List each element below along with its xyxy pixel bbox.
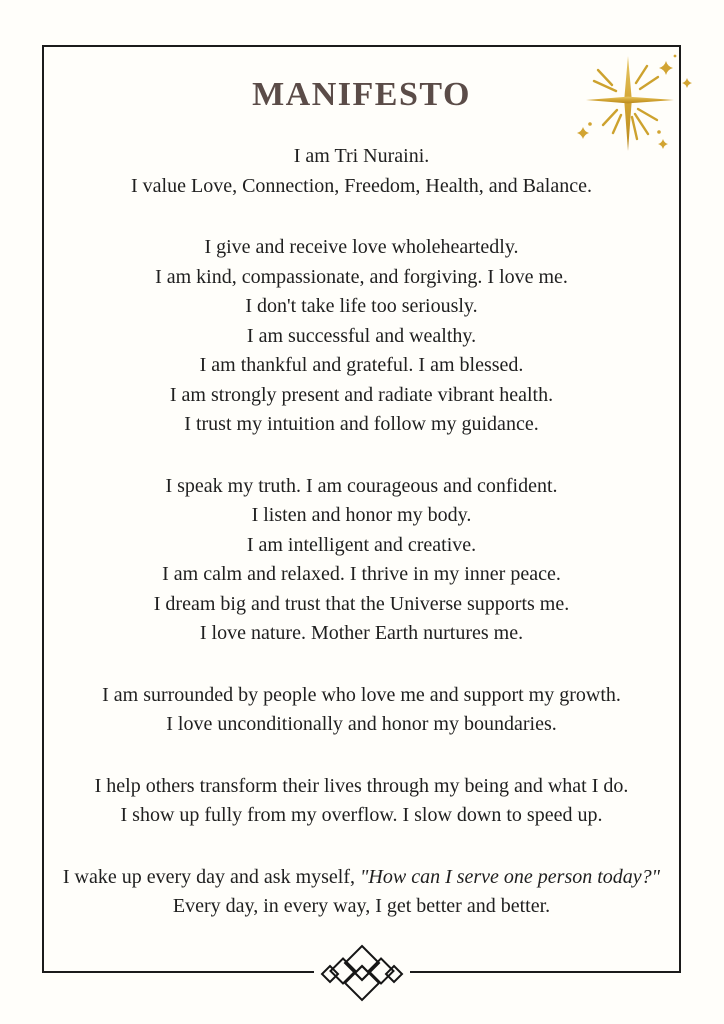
poster-frame: [42, 45, 681, 973]
affirmation-line: I am intelligent and creative.: [246, 533, 477, 556]
affirmation-line: I dream big and trust that the Universe supports me.: [153, 592, 570, 615]
paragraph-service: [44, 772, 679, 831]
affirmation-line: I love nature. Mother Earth nurtures me.: [199, 622, 524, 644]
quote-lead-in: I wake up every day and ask myself,: [62, 865, 361, 888]
affirmation-line: I value Love, Connection, Freedom, Health, and Balance.: [131, 174, 592, 197]
affirmation-line: I am kind, compassionate, and forgiving. I love me.: [155, 265, 568, 288]
paragraph-daily-question: [44, 863, 679, 922]
daily-question-quote: "How can I serve one person today?": [360, 865, 661, 888]
affirmation-line: I listen and honor my body.: [251, 504, 472, 526]
affirmation-line: I am thankful and grateful. I am blessed.: [199, 354, 524, 376]
paragraph-identity: [44, 142, 679, 201]
affirmation-line: Every day, in every way, I get better and better.: [172, 895, 551, 917]
affirmation-line: I give and receive love wholeheartedly.: [204, 236, 519, 258]
affirmation-line: I speak my truth. I am courageous and confident.: [165, 474, 558, 497]
paragraph-confidence: [44, 472, 679, 649]
affirmation-line: I am strongly present and radiate vibrant health.: [169, 383, 554, 406]
affirmation-line: I am calm and relaxed. I thrive in my inner peace.: [162, 563, 561, 585]
page-title: MANIFESTO: [252, 76, 471, 113]
paragraph-love-gratitude: [44, 233, 679, 440]
affirmation-line: I love unconditionally and honor my boundaries.: [166, 713, 557, 735]
manifesto-text: [44, 142, 679, 922]
affirmation-line: I am successful and wealthy.: [246, 324, 477, 347]
affirmation-line: I trust my intuition and follow my guidance.: [184, 413, 539, 435]
affirmation-line: [44, 863, 679, 893]
affirmation-line: I am surrounded by people who love me and support my growth.: [102, 683, 621, 706]
affirmation-line: I am Tri Nuraini.: [293, 145, 430, 167]
affirmation-line: I show up fully from my overflow. I slow down to speed up.: [120, 804, 603, 826]
paragraph-relationships: [44, 681, 679, 740]
affirmation-line: I don't take life too seriously.: [245, 295, 478, 317]
affirmation-line: I help others transform their lives through my being and what I do.: [94, 774, 629, 797]
